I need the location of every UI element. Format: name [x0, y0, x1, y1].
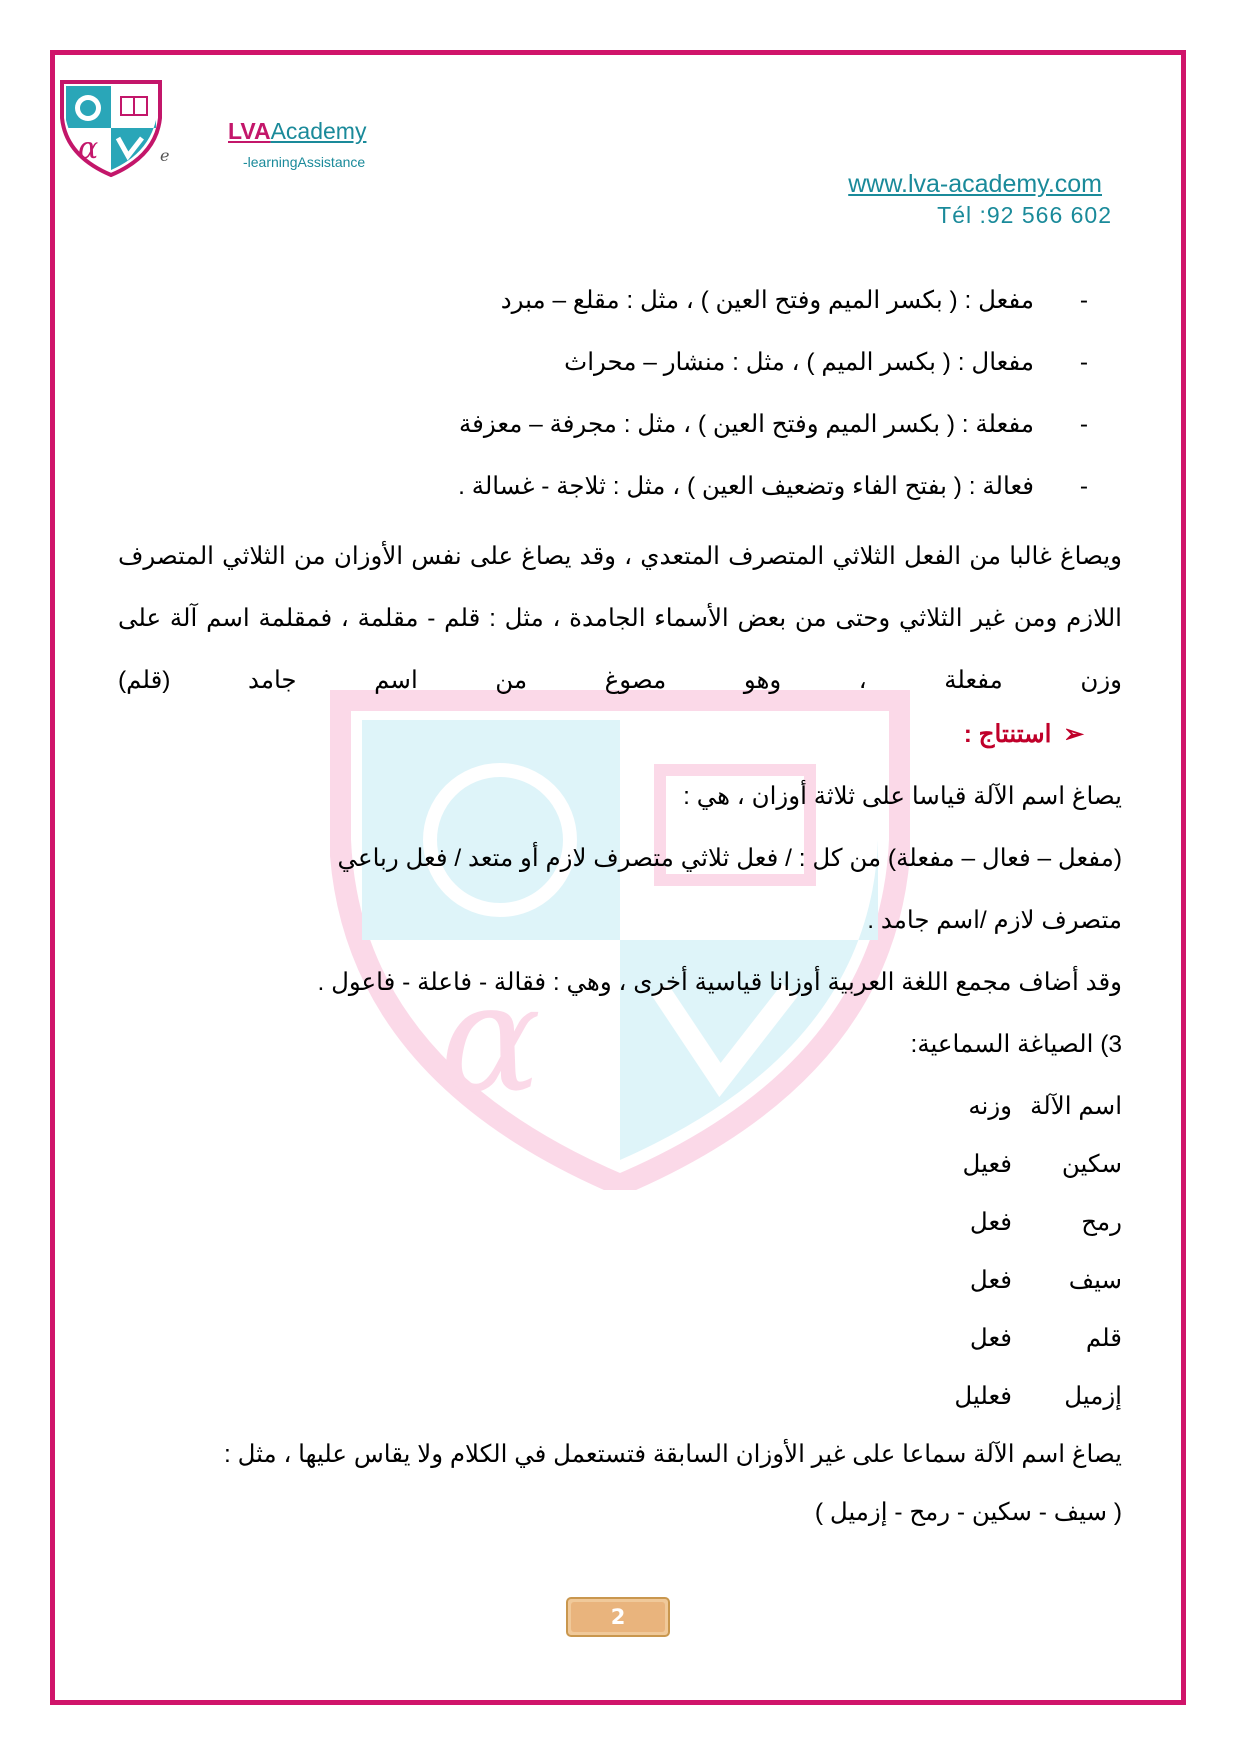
table-row: سكين فعيل	[962, 1151, 1122, 1178]
page-number: 2	[610, 1605, 626, 1629]
conclusion-line-4: وقد أضاف مجمع اللغة العربية أوزانا قياسية أخرى ، وهي : فقالة - فاعلة - فاعول .	[317, 969, 1122, 996]
bullet-mifala: -مفعلة : ( بكسر الميم وفتح العين ) ، مثل : مجرفة – معزفة	[459, 411, 1088, 438]
bullet-mifaal: -مفعال : ( بكسر الميم ) ، مثل : منشار – محراث	[564, 349, 1088, 376]
table-row: قلم فعل	[969, 1325, 1122, 1352]
final-line-1: يصاغ اسم الآلة سماعا على غير الأوزان السابقة فتستعمل في الكلام ولا يقاس عليها ، مثل :	[223, 1441, 1122, 1468]
brand-lva: LVA	[228, 118, 271, 144]
final-line-2: ( سيف - سكين - رمح - إزميل )	[814, 1499, 1122, 1526]
brand-academy: Academy	[270, 118, 367, 144]
arrow-icon: ➢	[1063, 721, 1084, 748]
page-content	[118, 278, 1122, 1552]
header-name: اسم الآلة	[1030, 1093, 1122, 1120]
bullet-faaala: -فعالة : ( بفتح الفاء وتضعيف العين ) ، مثل : ثلاجة - غسالة .	[458, 473, 1088, 500]
svg-text:α: α	[440, 952, 542, 1126]
conclusion-line-3: متصرف لازم /اسم جامد .	[867, 907, 1122, 934]
instrument-table	[118, 1084, 1122, 1432]
table-header	[118, 1084, 1122, 1142]
logo-letter: e	[160, 146, 170, 165]
table-row: رمح فعل	[969, 1209, 1122, 1236]
brand-name	[228, 118, 366, 145]
website-link[interactable]: www.lva-academy.com	[848, 170, 1102, 198]
page-number-badge	[566, 1597, 670, 1637]
conclusion-line-1: يصاغ اسم الآلة قياسا على ثلاثة أوزان ، هي :	[683, 783, 1122, 810]
section-3-title: 3) الصياغة السماعية:	[910, 1031, 1122, 1058]
conclusion-line-2: (مفعل – فعال – مفعلة) من كل : / فعل ثلاثي متصرف لازم أو متعد / فعل رباعي	[337, 845, 1122, 872]
paragraph-derivation: ويصاغ غالبا من الفعل الثلاثي المتصرف المتعدي ، وقد يصاغ على نفس الأوزان من الثلاثي المتصرف اللازم ومن غير الثلاثي وحتى من بعض الأسماء الجامدة ، مثل : قلم - مقلمة ، فمقلمة اسم آلة على وزن مفعلة ، وهو مصوغ من اسم جامد (قلم)	[118, 543, 1122, 694]
bullet-mifal: -مفعل : ( بكسر الميم وفتح العين ) ، مثل : مقلع – مبرد	[500, 287, 1088, 314]
brand-tagline: -learningAssistance	[243, 154, 366, 170]
svg-text:α: α	[78, 131, 99, 166]
table-row: إزميل فعليل	[954, 1383, 1122, 1410]
lva-logo-icon	[56, 78, 166, 178]
header-weight: وزنه	[968, 1093, 1012, 1120]
conclusion-heading: ➢استنتاج :	[963, 721, 1084, 748]
phone-number: Tél :92 566 602	[937, 202, 1112, 228]
table-row: سيف فعل	[969, 1267, 1122, 1294]
